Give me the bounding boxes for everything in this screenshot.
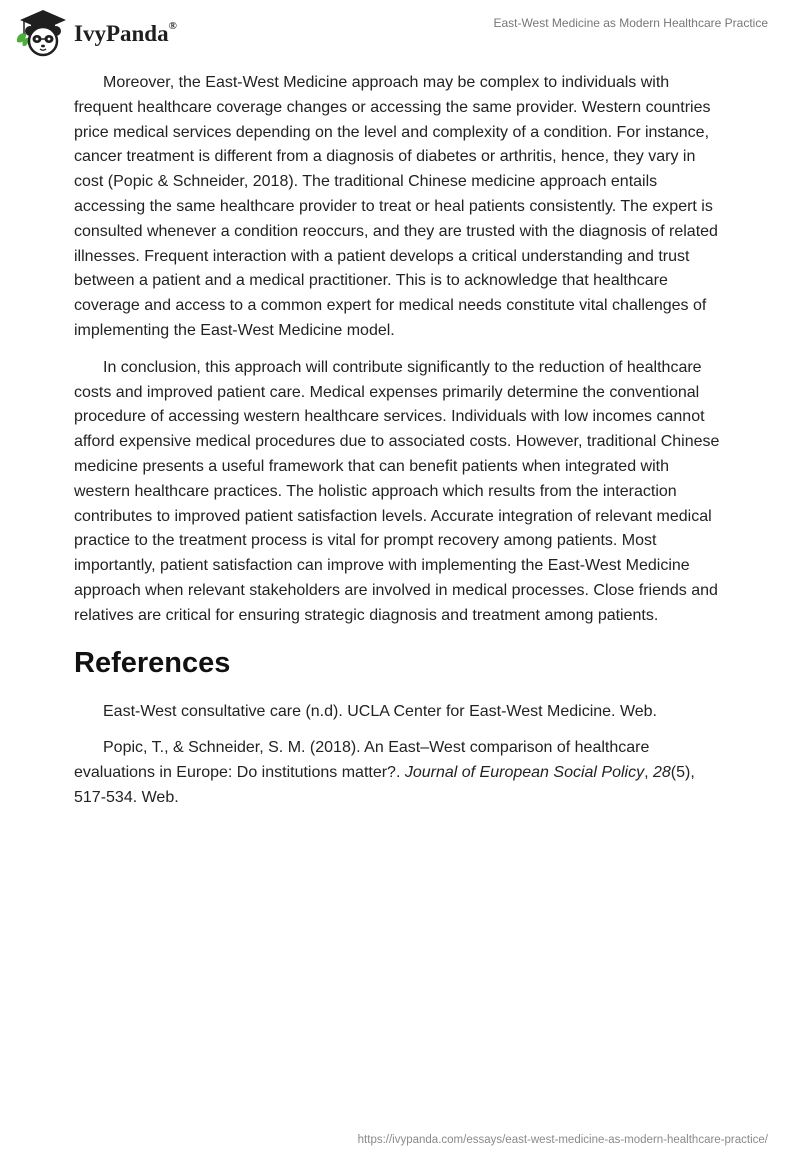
brand-name: IvyPanda® bbox=[74, 20, 177, 46]
source-url[interactable]: https://ivypanda.com/essays/east-west-medicine-as-modern-healthcare-practice/ bbox=[357, 1134, 768, 1146]
ivypanda-logo[interactable] bbox=[14, 8, 177, 58]
reference-entry: East-West consultative care (n.d). UCLA Center for East-West Medicine. Web. bbox=[103, 702, 657, 720]
reference-entry: Popic, T., & Schneider, S. M. (2018). An East–West comparison of healthcare evaluations in Europe: Do institutions matter?. Journal of European Social Policy, 28(5), 517-534. Web. bbox=[74, 739, 695, 806]
document-title: East-West Medicine as Modern Healthcare Practice bbox=[493, 16, 768, 30]
body-paragraph: In conclusion, this approach will contribute significantly to the reduction of healthcare costs and improved patient care. Medical expenses primarily determine the conventional procedure of accessing western healthcare services. Individuals with low incomes cannot afford expensive medical procedures due to associated costs. However, traditional Chinese medicine presents a useful framework that can benefit patients when integrated with western healthcare practices. The holistic approach which results from the interaction contributes to improved patient satisfaction levels. Accurate integration of relevant medical practice to the treatment process is vital for prompt recovery among patients. Most importantly, patient satisfaction can improve with implementing the East-West Medicine approach when relevant stakeholders are involved in medical processes. Close friends and relatives are critical for ensuring strategic diagnosis and treatment among patients. bbox=[74, 358, 720, 624]
panda-graduate-icon bbox=[14, 8, 72, 58]
journal-volume: 28 bbox=[652, 764, 671, 782]
essay-content bbox=[74, 71, 729, 823]
journal-title: Journal of European Social Policy bbox=[404, 764, 645, 782]
page-header bbox=[0, 0, 800, 64]
references-heading: References bbox=[74, 646, 231, 679]
body-paragraph: Moreover, the East-West Medicine approach may be complex to individuals with frequent healthcare coverage changes or accessing the same provider. Western countries price medical services depending on the level and complexity of a condition. For instance, cancer treatment is different from a diagnosis of diabetes or arthritis, hence, they vary in cost (Popic & Schneider, 2018). The traditional Chinese medicine approach entails accessing the same healthcare provider to treat or heal patients consistently. The expert is consulted whenever a condition reoccurs, and they are trusted with the diagnosis of related illnesses. Frequent interaction with a patient develops a critical understanding and trust between a patient and a medical practitioner. This is to acknowledge that healthcare coverage and access to a common expert for medical needs constitute vital challenges of implementing the East-West Medicine model. bbox=[74, 74, 718, 339]
